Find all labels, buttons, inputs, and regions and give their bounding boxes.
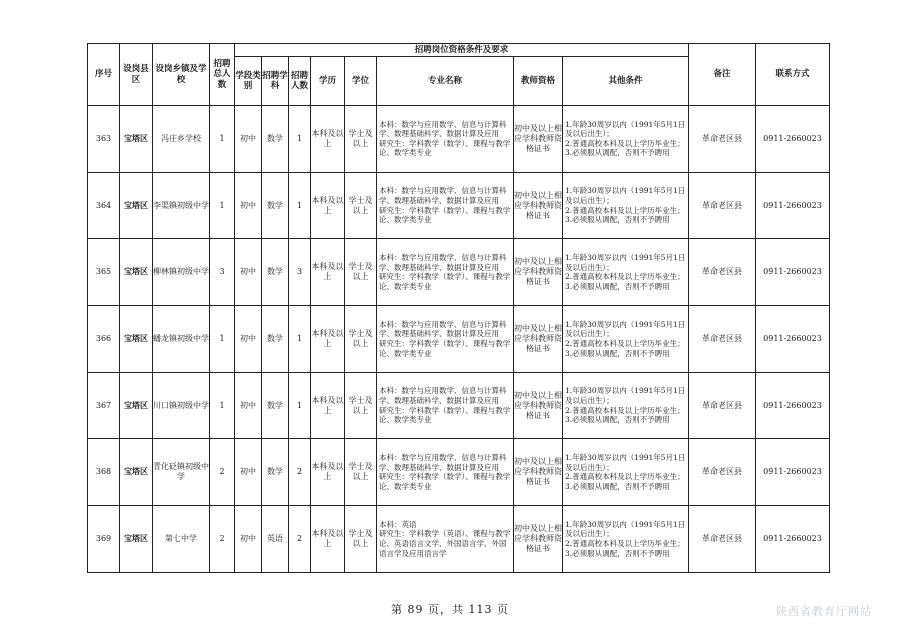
table-body	[88, 106, 830, 573]
seq-cell: 369	[88, 506, 120, 573]
degree-cell: 学士及以上	[345, 172, 377, 239]
county-cell: 宝塔区	[120, 106, 153, 173]
remark-cell: 革命老区县	[689, 172, 756, 239]
school-cell: 第七中学	[153, 506, 210, 573]
header-subject: 招聘学科	[262, 57, 289, 106]
other-conditions-cell: 1.年龄30周岁以内（1991年5月1日及以后出生）； 2.普通高校本科及以上学历毕业生； 3.必须服从调配，否则不予聘用	[563, 306, 689, 373]
header-stage: 学段类别	[235, 57, 262, 106]
teacher-cert-cell: 初中及以上相应学科教师资格证书	[514, 372, 563, 439]
table-row	[88, 439, 830, 506]
subject-cell: 数学	[262, 106, 289, 173]
table-row	[88, 372, 830, 439]
subject-cell: 数学	[262, 239, 289, 306]
table-row	[88, 306, 830, 373]
header-degree: 学位	[345, 57, 377, 106]
count-cell: 2	[289, 439, 311, 506]
seq-cell: 367	[88, 372, 120, 439]
stage-cell: 初中	[235, 239, 262, 306]
seq-cell: 366	[88, 306, 120, 373]
total-cell: 2	[210, 506, 235, 573]
major-cell: 本科：英语 研究生：学科教学（英语）、课程与教学论、英语语言文学、外国语言学、外国语言学及应用语言学	[377, 506, 514, 573]
degree-cell: 学士及以上	[345, 506, 377, 573]
stage-cell: 初中	[235, 306, 262, 373]
teacher-cert-cell: 初中及以上相应学科教师资格证书	[514, 506, 563, 573]
subject-cell: 数学	[262, 172, 289, 239]
county-cell: 宝塔区	[120, 439, 153, 506]
school-cell: 川口镇初级中学	[153, 372, 210, 439]
school-cell: 青化砭镇初级中学	[153, 439, 210, 506]
header-education: 学历	[311, 57, 345, 106]
major-cell: 本科：数学与应用数学、信息与计算科学、数理基础科学、数据计算及应用 研究生：学科教学（数学）、课程与教学论、数学类专业	[377, 306, 514, 373]
other-conditions-cell: 1.年龄30周岁以内（1991年5月1日及以后出生）； 2.普通高校本科及以上学历毕业生； 3.必须服从调配，否则不予聘用	[563, 172, 689, 239]
county-cell: 宝塔区	[120, 172, 153, 239]
subject-cell: 数学	[262, 372, 289, 439]
count-cell: 1	[289, 306, 311, 373]
degree-cell: 学士及以上	[345, 106, 377, 173]
major-cell: 本科：数学与应用数学、信息与计算科学、数理基础科学、数据计算及应用 研究生：学科教学（数学）、课程与教学论、数学类专业	[377, 106, 514, 173]
header-teacher-cert: 教师资格	[514, 57, 563, 106]
remark-cell: 革命老区县	[689, 239, 756, 306]
watermark-text: 陕西省教育厅网站	[776, 605, 872, 618]
school-cell: 冯庄乡学校	[153, 106, 210, 173]
header-contact: 联系方式	[756, 44, 830, 106]
remark-cell: 革命老区县	[689, 439, 756, 506]
county-cell: 宝塔区	[120, 372, 153, 439]
count-cell: 1	[289, 106, 311, 173]
seq-cell: 364	[88, 172, 120, 239]
education-cell: 本科及以上	[311, 172, 345, 239]
header-major: 专业名称	[377, 57, 514, 106]
subject-cell: 数学	[262, 306, 289, 373]
remark-cell: 革命老区县	[689, 506, 756, 573]
contact-cell: 0911-2660023	[756, 239, 830, 306]
subject-cell: 英语	[262, 506, 289, 573]
school-cell: 蟠龙镇初级中学	[153, 306, 210, 373]
major-cell: 本科：数学与应用数学、信息与计算科学、数理基础科学、数据计算及应用 研究生：学科教学（数学）、课程与教学论、数学类专业	[377, 172, 514, 239]
contact-cell: 0911-2660023	[756, 439, 830, 506]
major-cell: 本科：数学与应用数学、信息与计算科学、数理基础科学、数据计算及应用 研究生：学科教学（数学）、课程与教学论、数学类专业	[377, 239, 514, 306]
total-cell: 1	[210, 106, 235, 173]
contact-cell: 0911-2660023	[756, 172, 830, 239]
other-conditions-cell: 1.年龄30周岁以内（1991年5月1日及以后出生）； 2.普通高校本科及以上学历毕业生； 3.必须服从调配，否则不予聘用	[563, 372, 689, 439]
education-cell: 本科及以上	[311, 372, 345, 439]
total-cell: 2	[210, 439, 235, 506]
contact-cell: 0911-2660023	[756, 372, 830, 439]
total-cell: 1	[210, 372, 235, 439]
remark-cell: 革命老区县	[689, 372, 756, 439]
degree-cell: 学士及以上	[345, 306, 377, 373]
contact-cell: 0911-2660023	[756, 106, 830, 173]
remark-cell: 革命老区县	[689, 306, 756, 373]
count-cell: 2	[289, 506, 311, 573]
header-total: 招聘总人数	[210, 44, 235, 106]
contact-cell: 0911-2660023	[756, 506, 830, 573]
education-cell: 本科及以上	[311, 306, 345, 373]
stage-cell: 初中	[235, 372, 262, 439]
school-cell: 柳林镇初级中学	[153, 239, 210, 306]
teacher-cert-cell: 初中及以上相应学科教师资格证书	[514, 106, 563, 173]
education-cell: 本科及以上	[311, 506, 345, 573]
remark-cell: 革命老区县	[689, 106, 756, 173]
major-cell: 本科：数学与应用数学、信息与计算科学、数理基础科学、数据计算及应用 研究生：学科教学（数学）、课程与教学论、数学类专业	[377, 439, 514, 506]
total-cell: 1	[210, 172, 235, 239]
seq-cell: 365	[88, 239, 120, 306]
table-row	[88, 506, 830, 573]
degree-cell: 学士及以上	[345, 372, 377, 439]
teacher-cert-cell: 初中及以上相应学科教师资格证书	[514, 439, 563, 506]
other-conditions-cell: 1.年龄30周岁以内（1991年5月1日及以后出生）； 2.普通高校本科及以上学历毕业生； 3.必须服从调配，否则不予聘用	[563, 439, 689, 506]
degree-cell: 学士及以上	[345, 239, 377, 306]
header-requirements-group: 招聘岗位资格条件及要求	[235, 44, 689, 57]
page-footer: 第 89 页，共 113 页	[391, 603, 509, 616]
count-cell: 3	[289, 239, 311, 306]
header-county: 设岗县区	[120, 44, 153, 106]
major-cell: 本科：数学与应用数学、信息与计算科学、数理基础科学、数据计算及应用 研究生：学科教学（数学）、课程与教学论、数学类专业	[377, 372, 514, 439]
school-cell: 李渠镇初级中学	[153, 172, 210, 239]
contact-cell: 0911-2660023	[756, 306, 830, 373]
header-other: 其他条件	[563, 57, 689, 106]
education-cell: 本科及以上	[311, 239, 345, 306]
degree-cell: 学士及以上	[345, 439, 377, 506]
stage-cell: 初中	[235, 439, 262, 506]
recruitment-table	[87, 43, 830, 573]
stage-cell: 初中	[235, 506, 262, 573]
education-cell: 本科及以上	[311, 106, 345, 173]
header-remark: 备注	[689, 44, 756, 106]
other-conditions-cell: 1.年龄30周岁以内（1991年5月1日及以后出生）； 2.普通高校本科及以上学历毕业生； 3.必须服从调配，否则不予聘用	[563, 239, 689, 306]
subject-cell: 数学	[262, 439, 289, 506]
other-conditions-cell: 1.年龄30周岁以内（1991年5月1日及以后出生）； 2.普通高校本科及以上学历毕业生； 3.必须服从调配，否则不予聘用	[563, 506, 689, 573]
count-cell: 1	[289, 172, 311, 239]
header-seq: 序号	[88, 44, 120, 106]
teacher-cert-cell: 初中及以上相应学科教师资格证书	[514, 172, 563, 239]
other-conditions-cell: 1.年龄30周岁以内（1991年5月1日及以后出生）； 2.普通高校本科及以上学历毕业生； 3.必须服从调配，否则不予聘用	[563, 106, 689, 173]
stage-cell: 初中	[235, 172, 262, 239]
total-cell: 3	[210, 239, 235, 306]
header-count: 招聘人数	[289, 57, 311, 106]
table-row	[88, 106, 830, 173]
seq-cell: 363	[88, 106, 120, 173]
table-row	[88, 239, 830, 306]
county-cell: 宝塔区	[120, 306, 153, 373]
stage-cell: 初中	[235, 106, 262, 173]
county-cell: 宝塔区	[120, 239, 153, 306]
header-school: 设岗乡镇及学校	[153, 44, 210, 106]
count-cell: 1	[289, 372, 311, 439]
table-row	[88, 172, 830, 239]
seq-cell: 368	[88, 439, 120, 506]
county-cell: 宝塔区	[120, 506, 153, 573]
total-cell: 1	[210, 306, 235, 373]
education-cell: 本科及以上	[311, 439, 345, 506]
teacher-cert-cell: 初中及以上相应学科教师资格证书	[514, 306, 563, 373]
teacher-cert-cell: 初中及以上相应学科教师资格证书	[514, 239, 563, 306]
